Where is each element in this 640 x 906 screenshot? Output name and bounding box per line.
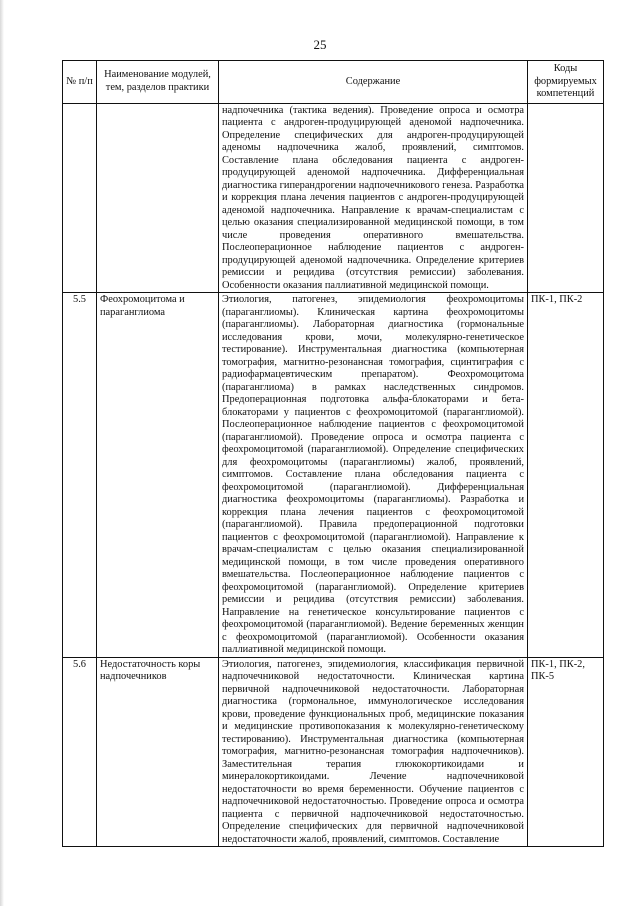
row-module: Недостаточность коры надпочечников xyxy=(97,657,219,847)
table-row xyxy=(63,657,604,847)
row-content: надпочечника (тактика ведения). Проведение опроса и осмотра пациента с андроген-продуцирующей аденомой надпочечника. Определение специфических для андроген-продуцирующей аденомы надпочечника жалоб, проявлений, симптомов. Составление плана обследования пациента с андроген-продуцирующей аденомой надпочечника. Дифференциальная диагностика гиперандрогении надпочечникового генеза. Разработка и коррекция плана лечения пациентов с андроген-продуцирующей аденомой надпочечника. Направление к врачам-специалистам с целью оказания специализированной медицинской помощи, в том числе проведения оперативного вмешательства. Послеоперационное наблюдение пациентов с андроген-продуцирующей аденомой надпочечника. Определение критериев ремиссии и рецидива (отсутствия ремиссии) заболевания. Особенности оказания паллиативной медицинской помощи. xyxy=(219,103,528,293)
header-content: Содержание xyxy=(219,61,528,104)
row-num: 5.5 xyxy=(63,293,97,658)
curriculum-table xyxy=(62,60,604,847)
row-module: Феохромоцитома и параганглиома xyxy=(97,293,219,658)
row-content: Этиология, патогенез, эпидемиология, классификация первичной надпочечниковой недостаточности. Клиническая картина первичной надпочечниковой недостаточности. Лабораторная диагностика (гормональное, иммунологическое исследования крови, проведение функциональных проб, медицинские показания и медицинские противопоказания к молекулярно-генетическому тестированию). Инструментальная диагностика (компьютерная томография, магнитно-резонансная томография надпочечников). Заместительная терапия глюкокортикоидами и минералокортикоидами. Лечение надпочечниковой недостаточности во время беременности. Обучение пациентов с надпочечниковой недостаточностью. Проведение опроса и осмотра пациента с первичной надпочечниковой недостаточностью. Определение специфических для первичной надпочечниковой недостаточности жалоб, проявлений, симптомов. Составление xyxy=(219,657,528,847)
row-content: Этиология, патогенез, эпидемиология феохромоцитомы (параганглиомы). Клиническая картина феохромоцитомы (параганглиомы). Лабораторная диагностика (гормональные исследования крови, мочи, молекулярно-генетическое тестирование). Инструментальная диагностика (компьютерная томография, магнитно-резонансная томография, сцинтиграфия с радиофармацевтическим препаратом). Феохромоцитома (параганглиома) в рамках наследственных синдромов. Предоперационная подготовка альфа-блокаторами и бета-блокаторами у пациентов с феохромоцитомой (параганглиомой). Послеоперационное наблюдение пациентов с феохромоцитомой (параганглиомой). Проведение опроса и осмотра пациента с феохромоцитомой (параганглиомой). Определение специфических для феохромоцитомы (параганглиомы) жалоб, проявлений, симптомов. Составление плана обследования пациента с феохромоцитомой (параганглиомой). Дифференциальная диагностика феохромоцитомы (параганглиомы). Разработка и коррекция плана лечения пациентов с феохромоцитомой (параганглиомой). Правила предоперационной подготовки пациентов с феохромоцитомой (параганглиомой). Направление к врачам-специалистам с целью оказания специализированной медицинской помощи, в том числе проведения оперативного вмешательства. Послеоперационное наблюдение пациентов с феохромоцитомой (параганглиомой). Определение критериев ремиссии и рецидива (отсутствия ремиссии) заболевания. Направление на генетическое консультирование пациентов с феохромоцитомой (параганглиомой). Ведение беременных женщин с феохромоцитомой (параганглиомой). Особенности оказания паллиативной медицинской помощи. xyxy=(219,293,528,658)
row-module xyxy=(97,103,219,293)
row-num: 5.6 xyxy=(63,657,97,847)
table-row xyxy=(63,103,604,293)
scan-edge xyxy=(0,0,4,906)
row-codes: ПК-1, ПК-2 xyxy=(528,293,604,658)
header-num: № п/п xyxy=(63,61,97,104)
table-header-row xyxy=(63,61,604,104)
row-codes: ПК-1, ПК-2, ПК-5 xyxy=(528,657,604,847)
row-num xyxy=(63,103,97,293)
row-codes xyxy=(528,103,604,293)
table-row xyxy=(63,293,604,658)
page-number: 25 xyxy=(313,37,327,52)
header-module: Наименование модулей, тем, разделов практики xyxy=(97,61,219,104)
header-codes: Коды формируемых компетенций xyxy=(528,61,604,104)
